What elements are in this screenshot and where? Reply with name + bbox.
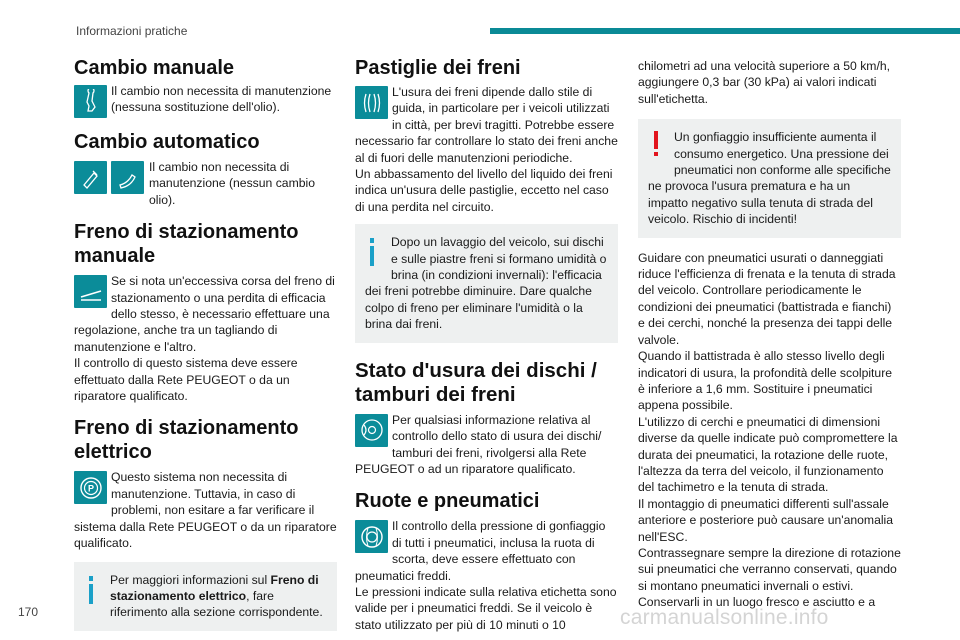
info-icon <box>365 234 385 274</box>
warning-note-tyre-pressure <box>638 119 901 237</box>
heading-brake-pads: Pastiglie dei freni <box>355 57 521 79</box>
note-text-bold: Freno di stazionamento elettrico <box>110 572 319 603</box>
text-manual-park-brake-1: Se si nota un'eccessiva corsa del freno di stazionamento o una perdita di efficacia dello stesso, è necessario effettuare una regolazione, anche tra un tagliando di manutenzione e l'altro. <box>74 274 335 354</box>
heading-electric-park-brake: Freno di stazionamento elettrico <box>74 417 299 464</box>
running-header: Informazioni pratiche <box>76 24 188 38</box>
text-tyres-2: Quando il battistrada è allo stesso livello degli indicatori di usura, la profondità delle scolpiture è inferiore a 1,6 mm. Sostituire i pneumatici appena possibile. <box>638 349 893 413</box>
auto-gear-lever-icon <box>74 161 107 194</box>
text-tyres-3: L'utilizzo di cerchi e pneumatici di dimensioni diverse da quelle indicate può compromettere la durata dei pneumatici, la rotazione delle ruote, l'altezza da terra del veicolo, il funzionamento del tachimetro e la tenuta di strada. <box>638 414 898 495</box>
text-manual-park-brake-2: Il controllo di questo sistema deve essere effettuato dalla Rete PEUGEOT o da un riparatore qualificato. <box>74 356 298 404</box>
column-3 <box>638 58 901 611</box>
heading-wheels-tyres: Ruote e pneumatici <box>355 490 540 513</box>
text-brake-pads-1: L'usura dei freni dipende dallo stile di guida, in particolare per i veicoli utilizzati in città, per brevi tragitti. Potrebbe essere necessario far controllare lo stato dei freni anche al di fuori delle manutenzioni periodiche. <box>355 85 618 165</box>
brake-pad-icon <box>355 86 388 119</box>
text-auto-gearbox: Il cambio non necessita di manutenzione (nessun cambio olio). <box>149 160 315 207</box>
heading-disc-wear: Stato d'usura dei dischi / tamburi dei freni <box>355 358 597 406</box>
info-note-brakes <box>355 224 618 342</box>
heading-auto-gearbox: Cambio automatico <box>74 131 260 153</box>
tyre-icon <box>355 520 388 553</box>
foot-pedal-icon <box>111 161 144 194</box>
text-brake-pads-2: Un abbassamento del livello del liquido dei freni indica un'usura delle pastiglie, eccetto nel caso di una perdita nel circuito. <box>355 167 613 214</box>
text-wheels-tyres-1: Il controllo della pressione di gonfiaggio di tutti i pneumatici, inclusa la ruota di scorta, deve essere effettuato con pneumatici freddi. <box>355 519 606 583</box>
column-1 <box>74 52 337 631</box>
svg-text:P: P <box>87 483 94 494</box>
heading-manual-gearbox: Cambio manuale <box>74 57 235 79</box>
text-pressure-continue: chilometri ad una velocità superiore a 50 km/h, aggiungere 0,3 bar (30 kPa) ai valori indicati sull'etichetta. <box>638 59 891 106</box>
heading-manual-park-brake: Freno di stazionamento manuale <box>74 221 299 268</box>
header-accent-bar <box>490 28 960 34</box>
warning-text: Un gonfiaggio insufficiente aumenta il consumo energetico. Una pressione dei pneumatici non conforme alle specifiche ne provoca l'usura prematura e ha un impatto negativo sulla tenuta di strada del veicolo. Rischio di incidenti! <box>648 130 891 227</box>
note-text-post: , fare riferimento alla sezione corrispondente. <box>110 588 323 620</box>
page-number: 170 <box>18 605 39 619</box>
text-tyres-4: Il montaggio di pneumatici differenti sull'assale anteriore e posteriore può causare un'anomalia nell'ESC. <box>638 496 894 544</box>
text-manual-gearbox: Il cambio non necessita di manutenzione (nessuna sostituzione dell'olio). <box>111 84 332 115</box>
text-tyres-6: Conservarli in un luogo fresco e asciutto e a <box>638 595 876 610</box>
info-icon <box>84 572 104 612</box>
brake-disc-icon <box>355 414 388 447</box>
info-note-park-brake <box>74 562 337 631</box>
warning-icon <box>648 129 668 169</box>
note-text-brakes: Dopo un lavaggio del veicolo, sui dischi e sulle piastre freni si formano umidità o brina (in condizioni invernali): l'efficacia dei freni potrebbe diminuire. Dare qualche colpo di freno per eliminare l'umidità o la brina dai freni. <box>365 235 607 332</box>
text-tyres-1: Guidare con pneumatici usurati o danneggiati riduce l'efficienza di frenata e la tenuta di strada del veicolo. Controllare periodicamente le condizioni dei pneumatici (battistrada e fianchi) e dei cerchi, nonché la presenza dei tappi delle valvole. <box>638 250 896 347</box>
text-tyres-5: Contrassegnare sempre la direzione di rotazione sui pneumatici che verranno conservati, quando si montano pneumatici invernali o estivi. <box>638 545 901 593</box>
watermark: carmanualsonline.info <box>620 606 829 629</box>
column-2 <box>355 52 618 633</box>
text-disc-wear: Per qualsiasi informazione relativa al controllo dello stato di usura dei dischi/ tamburi dei freni, rivolgersi alla Rete PEUGEOT o ad un riparatore qualificato. <box>355 412 602 476</box>
note-text-pre: Per maggiori informazioni sul <box>110 572 271 587</box>
gear-lever-icon <box>74 85 107 118</box>
parking-brake-icon <box>74 471 107 504</box>
text-wheels-tyres-2: Le pressioni indicate sulla relativa etichetta sono valide per i pneumatici freddi. Se il veicolo è stato utilizzato per più di 10 minuti o 10 <box>355 584 617 632</box>
handbrake-icon <box>74 275 107 308</box>
text-electric-park-brake: Questo sistema non necessita di manutenzione. Tuttavia, in caso di problemi, non esitare a far verificare il sistema dalla Rete PEUGEOT o da un riparatore qualificato. <box>74 470 337 551</box>
